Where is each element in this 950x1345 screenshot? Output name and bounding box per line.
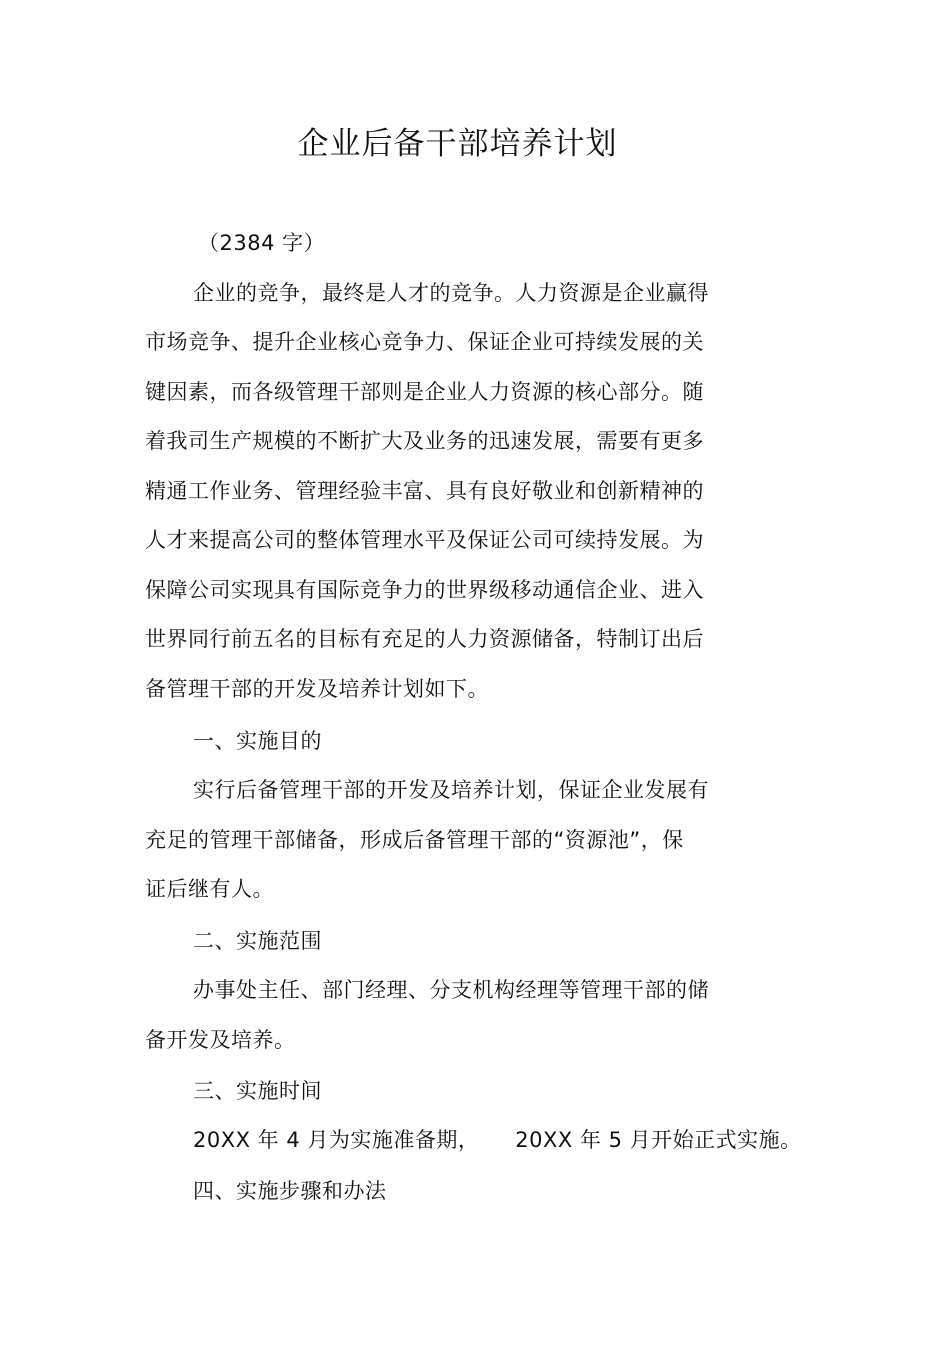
paragraph-line: 着我司生产规模的不断扩大及业务的迅速发展，需要有更多 [145,429,704,453]
paragraph-line: 实行后备管理干部的开发及培养计划，保证企业发展有 [193,778,709,802]
paragraph-line: 20XX 年 4 月为实施准备期， 20XX 年 5 月开始正式实施。 [193,1128,802,1152]
paragraph-line: 世界同行前五名的目标有充足的人力资源储备，特制订出后 [145,627,704,651]
paragraph-line: 键因素，而各级管理干部则是企业人力资源的核心部分。随 [145,380,704,404]
paragraph-line: 备开发及培养。 [145,1028,296,1052]
paragraph-line: 人才来提高公司的整体管理水平及保证公司可续持发展。为 [145,528,704,552]
paragraph-line: 市场竞争、提升企业核心竞争力、保证企业可持续发展的关 [145,330,704,354]
paragraph-line: 保障公司实现具有国际竞争力的世界级移动通信企业、进入 [145,578,704,602]
paragraph-line: 充足的管理干部储备，形成后备管理干部的“资源池”，保 [145,828,684,852]
paragraph-line: 办事处主任、部门经理、分支机构经理等管理干部的储 [193,978,709,1002]
word-count: （2384 字） [198,231,326,255]
paragraph-line: 企业的竞争，最终是人才的竞争。人力资源是企业赢得 [193,281,709,305]
section-heading: 四、实施步骤和办法 [193,1179,387,1203]
section-heading: 一、实施目的 [193,729,322,753]
paragraph-line: 证后继有人。 [145,877,274,901]
section-heading: 二、实施范围 [193,929,322,953]
paragraph-line: 精通工作业务、管理经验丰富、具有良好敬业和创新精神的 [145,479,704,503]
section-heading: 三、实施时间 [193,1079,322,1103]
paragraph-line: 备管理干部的开发及培养计划如下。 [145,677,489,701]
document-title: 企业后备干部培养计划 [297,126,618,162]
